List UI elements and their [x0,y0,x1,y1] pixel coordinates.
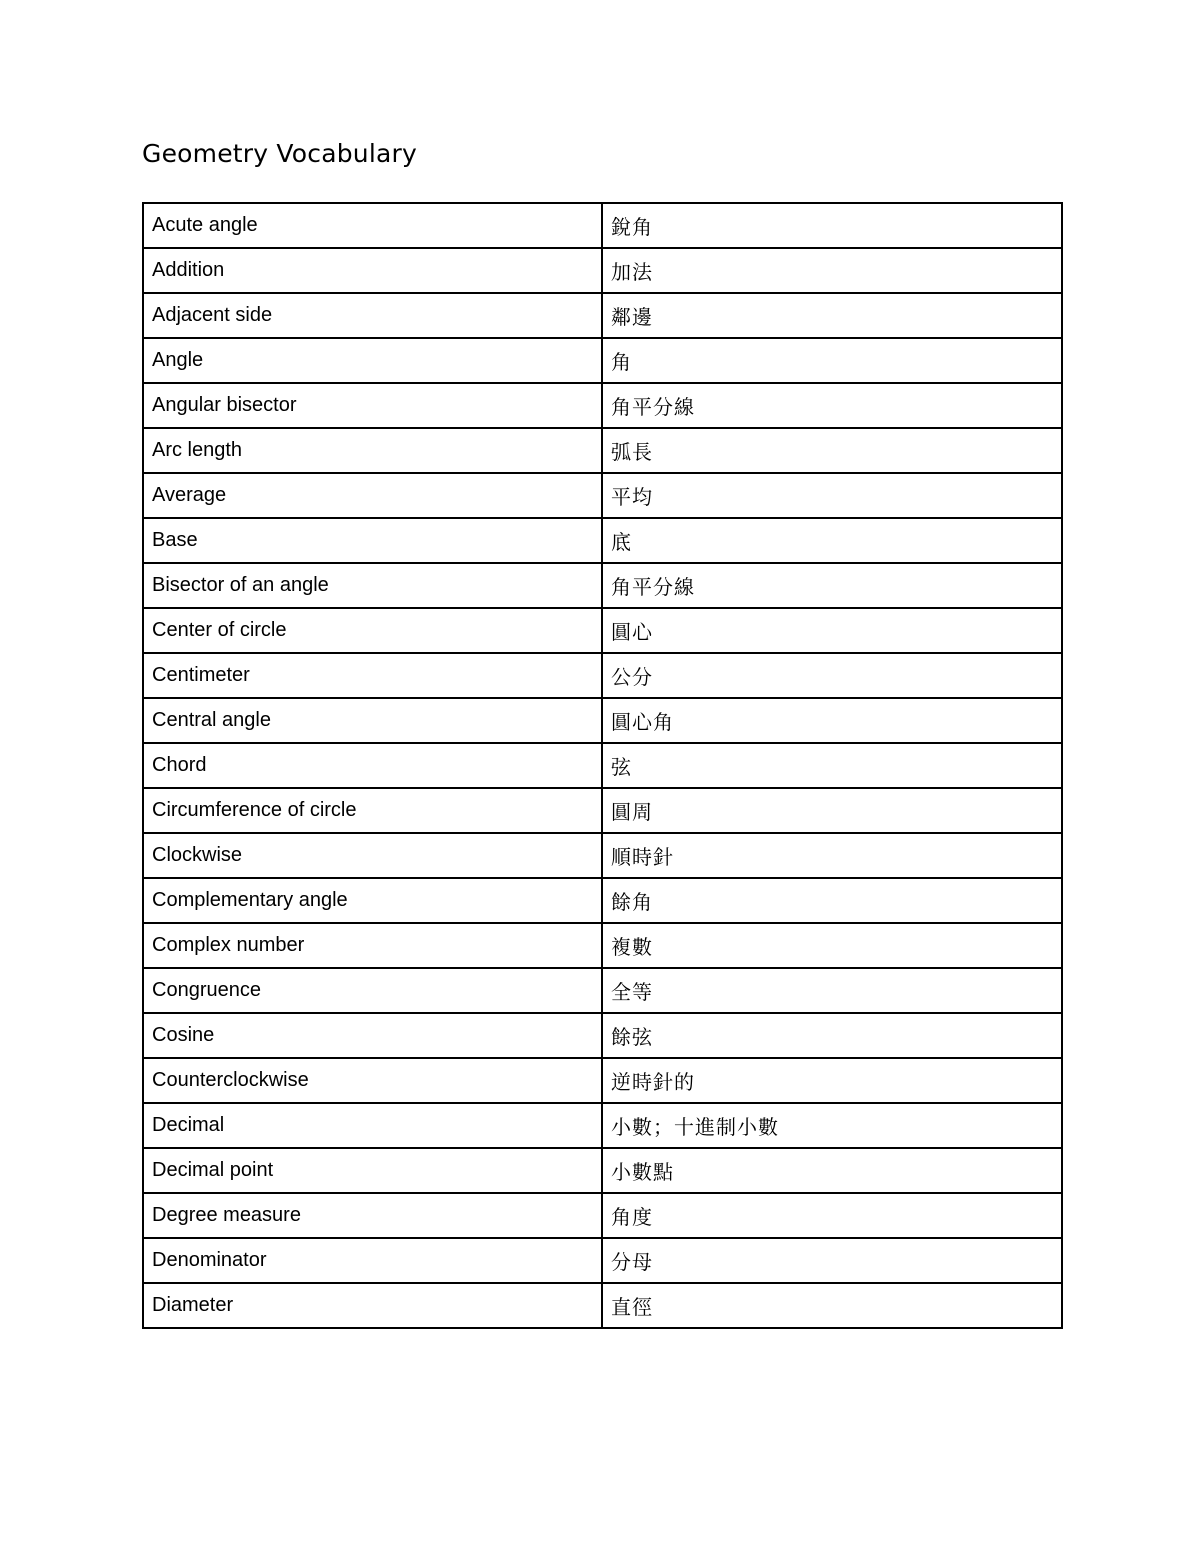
english-term-cell: Complementary angle [143,878,602,923]
table-row [143,1013,1062,1058]
table-row [143,1283,1062,1328]
chinese-term-cell: 鄰邊 [602,293,1062,338]
chinese-term-cell: 順時針 [602,833,1062,878]
vocabulary-table [142,202,1063,1329]
english-term-cell: Clockwise [143,833,602,878]
english-term-cell: Decimal point [143,1148,602,1193]
chinese-term-cell: 角平分線 [602,563,1062,608]
table-row [143,383,1062,428]
english-term-cell: Angle [143,338,602,383]
english-term-cell: Degree measure [143,1193,602,1238]
table-row [143,878,1062,923]
table-row [143,338,1062,383]
table-row [143,923,1062,968]
chinese-term-cell: 直徑 [602,1283,1062,1328]
english-term-cell: Complex number [143,923,602,968]
chinese-term-cell: 角平分線 [602,383,1062,428]
english-term-cell: Congruence [143,968,602,1013]
chinese-term-cell: 圓周 [602,788,1062,833]
table-row [143,608,1062,653]
english-term-cell: Average [143,473,602,518]
table-row [143,293,1062,338]
chinese-term-cell: 銳角 [602,203,1062,248]
chinese-term-cell: 餘角 [602,878,1062,923]
english-term-cell: Angular bisector [143,383,602,428]
english-term-cell: Bisector of an angle [143,563,602,608]
chinese-term-cell: 平均 [602,473,1062,518]
chinese-term-cell: 餘弦 [602,1013,1062,1058]
chinese-term-cell: 複數 [602,923,1062,968]
english-term-cell: Acute angle [143,203,602,248]
table-row [143,563,1062,608]
table-row [143,968,1062,1013]
table-row [143,1148,1062,1193]
english-term-cell: Arc length [143,428,602,473]
table-row [143,248,1062,293]
english-term-cell: Center of circle [143,608,602,653]
chinese-term-cell: 底 [602,518,1062,563]
chinese-term-cell: 加法 [602,248,1062,293]
english-term-cell: Base [143,518,602,563]
english-term-cell: Chord [143,743,602,788]
table-row [143,1103,1062,1148]
chinese-term-cell: 逆時針的 [602,1058,1062,1103]
table-row [143,1238,1062,1283]
english-term-cell: Cosine [143,1013,602,1058]
document-title: Geometry Vocabulary [142,139,417,168]
chinese-term-cell: 圓心角 [602,698,1062,743]
chinese-term-cell: 弦 [602,743,1062,788]
english-term-cell: Circumference of circle [143,788,602,833]
english-term-cell: Central angle [143,698,602,743]
vocabulary-table-body [143,203,1062,1328]
chinese-term-cell: 小數；十進制小數 [602,1103,1062,1148]
table-row [143,833,1062,878]
table-row [143,1058,1062,1103]
chinese-term-cell: 分母 [602,1238,1062,1283]
chinese-term-cell: 弧長 [602,428,1062,473]
table-row [143,203,1062,248]
table-row [143,1193,1062,1238]
chinese-term-cell: 角度 [602,1193,1062,1238]
table-row [143,518,1062,563]
table-row [143,698,1062,743]
english-term-cell: Adjacent side [143,293,602,338]
english-term-cell: Diameter [143,1283,602,1328]
chinese-term-cell: 角 [602,338,1062,383]
table-row [143,788,1062,833]
table-row [143,653,1062,698]
chinese-term-cell: 全等 [602,968,1062,1013]
english-term-cell: Addition [143,248,602,293]
chinese-term-cell: 小數點 [602,1148,1062,1193]
table-row [143,473,1062,518]
table-row [143,743,1062,788]
english-term-cell: Counterclockwise [143,1058,602,1103]
english-term-cell: Centimeter [143,653,602,698]
english-term-cell: Decimal [143,1103,602,1148]
chinese-term-cell: 公分 [602,653,1062,698]
table-row [143,428,1062,473]
chinese-term-cell: 圓心 [602,608,1062,653]
english-term-cell: Denominator [143,1238,602,1283]
